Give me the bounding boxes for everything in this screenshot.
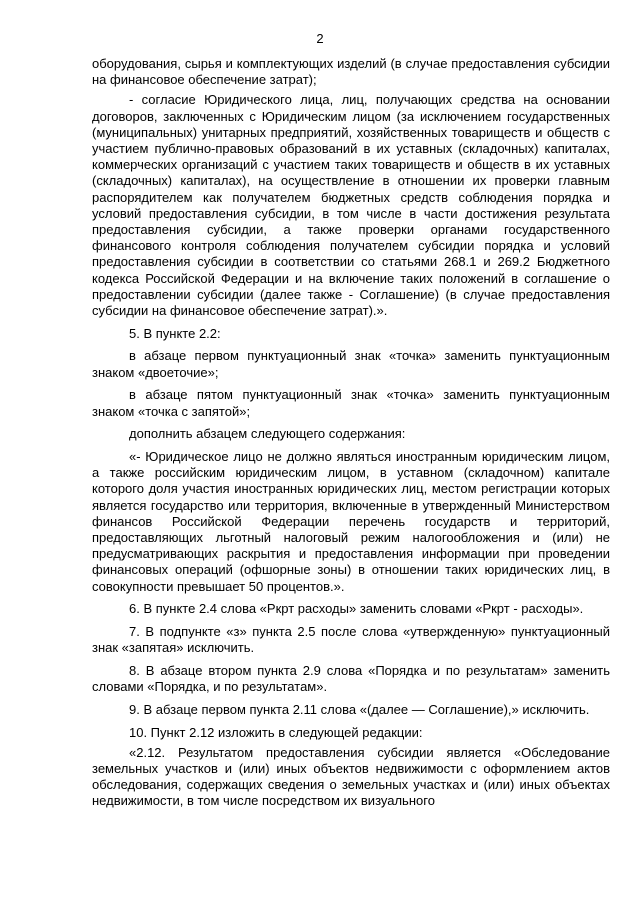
paragraph-8: 6. В пункте 2.4 слова «Ркрт расходы» заменить словами «Ркрт - расходы». — [129, 601, 584, 617]
paragraph-10: 8. В абзаце втором пункта 2.9 слова «Порядка и по результатам» заменить словами «Порядка, и по результатам». — [92, 662, 610, 695]
paragraph-6: дополнить абзацем следующего содержания: — [129, 426, 406, 442]
page-number: 2 — [316, 31, 324, 46]
paragraph-7: «- Юридическое лицо не должно являться иностранным юридическим лицом, а также российским юридическим лицом, в уставном (складочном) капитале которого доля участия иностранных юридических лиц, местом регистрации которых является государство или территория, включенные в утвержденный Министерством финансов Российской Федерации перечень государств и территорий, предоставляющих льготный налоговый режим налогообложения и (или) не предусматривающих раскрытия и предоставления информации при проведении финансовых операций (офшорные зоны) в отношении таких юридических лиц, в совокупности превышает 50 процентов.». — [92, 448, 610, 594]
paragraph-4: в абзаце первом пунктуационный знак «точка» заменить пунктуационным знаком «двоеточие»; — [92, 348, 610, 380]
paragraph-1: оборудования, сырья и комплектующих изделий (в случае предоставления субсидии на финансовое обеспечение затрат); — [92, 56, 610, 88]
document-body — [92, 56, 610, 810]
paragraph-5: в абзаце пятом пунктуационный знак «точка» заменить пунктуационным знаком «точка с запятой»; — [92, 387, 610, 419]
paragraph-3: 5. В пункте 2.2: — [129, 325, 221, 341]
paragraph-12: 10. Пункт 2.12 изложить в следующей редакции: — [129, 724, 423, 740]
paragraph-13: «2.12. Результатом предоставления субсидии является «Обследование земельных участков и (или) иных объектов недвижимости с оформлением актов обследования, содержащих сведения о земельных участках и (или) иных объектах недвижимости, в том числе посредством их визуального — [92, 744, 610, 809]
paragraph-2: - согласие Юридического лица, лиц, получающих средства на основании договоров, заключенных с Юридическим лицом (за исключением государственных (муниципальных) унитарных предприятий, хозяйственных товариществ и обществ с участием публично-правовых образований в их уставных (складочных) капиталах, коммерческих организаций с участием таких товариществ и обществ в их уставных (складочных) капиталах), на осуществление в отношении их проверки главным распорядителем как получателем бюджетных средств соблюдения порядка и условий предоставления субсидии, в том числе в части достижения результата предоставления субсидии, а также проверки органами государственного финансового контроля соблюдения получателем субсидии порядка и условий предоставления субсидии в соответствии со статьями 268.1 и 269.2 Бюджетного кодекса Российской Федерации и на включение таких положений в соглашение о предоставлении субсидии (далее также - Соглашение) (в случае предоставления субсидии на финансовое обеспечение затрат).». — [92, 92, 610, 319]
paragraph-9: 7. В подпункте «з» пункта 2.5 после слова «утвержденную» пунктуационный знак «запятая» исключить. — [92, 624, 610, 656]
paragraph-11: 9. В абзаце первом пункта 2.11 слова «(далее — Соглашение),» исключить. — [129, 701, 590, 717]
